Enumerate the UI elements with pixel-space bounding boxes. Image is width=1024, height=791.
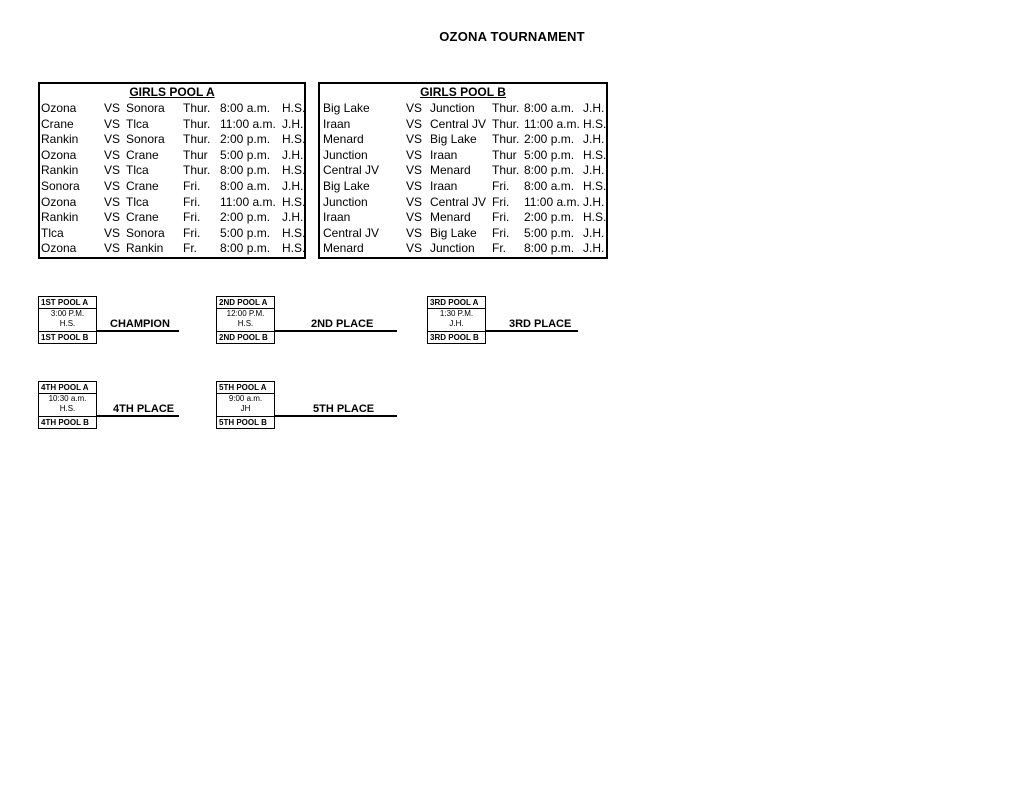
game-row (40, 179, 304, 195)
bracket-bottom-slot: 4TH POOL B (38, 416, 97, 429)
game-day: Thur. (492, 132, 520, 147)
game-team2: Tlca (126, 116, 149, 131)
game-time: 2:00 p.m. (220, 210, 271, 225)
game-day: Thur. (492, 101, 520, 115)
game-vs: VS (104, 210, 121, 225)
pool-a-table (38, 82, 306, 259)
game-time: 8:00 p.m. (524, 241, 575, 256)
game-day: Fr. (492, 241, 506, 256)
game-loc: H.S. (583, 178, 607, 193)
game-team1: Central JV (323, 163, 380, 178)
game-row (320, 117, 606, 133)
page-title: OZONA TOURNAMENT (439, 29, 585, 44)
game-vs: VS (406, 178, 423, 193)
game-row (40, 163, 304, 179)
game-time: 2:00 p.m. (524, 210, 575, 225)
game-team2: Menard (430, 210, 471, 225)
game-team2: Central JV (430, 194, 487, 209)
bracket-result-label: 5TH PLACE (313, 403, 375, 415)
bracket-time: 12:00 P.M. (226, 309, 265, 318)
bracket-bottom-slot: 3RD POOL B (427, 331, 486, 344)
game-time: 2:00 p.m. (524, 132, 575, 147)
pool-b-title: GIRLS POOL B (420, 85, 506, 99)
game-vs: VS (104, 194, 121, 209)
game-vs: VS (406, 194, 423, 209)
game-time: 5:00 p.m. (524, 147, 575, 162)
game-vs: VS (406, 210, 423, 225)
game-row (40, 117, 304, 133)
game-time: 8:00 p.m. (220, 163, 271, 178)
game-team1: Rankin (41, 210, 79, 225)
game-loc: J.H. (282, 210, 304, 225)
game-row (320, 241, 606, 257)
bracket-top-slot: 4TH POOL A (38, 381, 97, 394)
game-row (40, 148, 304, 164)
game-row (40, 101, 304, 117)
game-loc: J.H. (282, 116, 304, 131)
game-vs: VS (104, 241, 121, 256)
game-team2: Iraan (430, 178, 458, 193)
game-team1: Rankin (41, 132, 79, 147)
bracket-location: H.S. (59, 319, 76, 328)
game-vs: VS (406, 116, 423, 131)
game-row (320, 210, 606, 226)
bracket-game-info (38, 309, 97, 331)
game-day: Fri. (492, 225, 510, 240)
game-loc: H.S. (583, 116, 607, 131)
bracket-location: JH (240, 404, 251, 413)
game-vs: VS (406, 101, 423, 115)
game-time: 8:00 p.m. (220, 241, 271, 256)
game-loc: J.H. (583, 101, 605, 115)
bracket-top-slot: 3RD POOL A (427, 296, 486, 309)
game-team2: Sonora (126, 132, 165, 147)
bracket-time: 3:00 P.M. (50, 309, 85, 318)
bracket-game-info (38, 394, 97, 416)
game-team2: Junction (430, 241, 475, 256)
game-vs: VS (406, 132, 423, 147)
game-day: Fri. (183, 178, 201, 193)
game-row (320, 179, 606, 195)
game-loc: H.S. (282, 225, 306, 240)
game-loc: H.S. (282, 132, 306, 147)
game-loc: H.S. (282, 241, 306, 256)
game-loc: H.S. (282, 101, 306, 115)
game-day: Thur. (183, 101, 211, 115)
game-time: 8:00 a.m. (524, 101, 575, 115)
game-day: Thur. (183, 116, 211, 131)
bracket-result-label: CHAMPION (110, 318, 170, 330)
game-team2: Central JV (430, 116, 487, 131)
game-team1: Big Lake (323, 101, 370, 115)
game-row (320, 226, 606, 242)
bracket-line (275, 330, 397, 332)
bracket-result-label: 4TH PLACE (113, 403, 175, 415)
game-team1: Sonora (41, 178, 80, 193)
game-team2: Junction (430, 101, 475, 115)
game-time: 5:00 p.m. (220, 225, 271, 240)
game-time: 2:00 p.m. (220, 132, 271, 147)
game-loc: H.S. (583, 210, 607, 225)
game-team1: Junction (323, 147, 368, 162)
game-team2: Sonora (126, 101, 165, 115)
game-team2: Big Lake (430, 132, 477, 147)
game-vs: VS (406, 147, 423, 162)
game-vs: VS (406, 163, 423, 178)
game-day: Fri. (183, 210, 201, 225)
game-day: Fri. (492, 178, 510, 193)
game-team1: Big Lake (323, 178, 370, 193)
game-day: Fri. (492, 194, 510, 209)
game-day: Fri. (492, 210, 510, 225)
bracket-line (275, 415, 397, 417)
game-time: 11:00 a.m. (220, 194, 276, 209)
game-vs: VS (406, 241, 423, 256)
game-vs: VS (104, 225, 121, 240)
game-row (320, 148, 606, 164)
bracket-game-info (427, 309, 486, 331)
bracket-line (97, 415, 179, 417)
game-row (40, 241, 304, 257)
game-team1: Menard (323, 132, 364, 147)
game-row (320, 132, 606, 148)
game-vs: VS (104, 132, 121, 147)
game-time: 11:00 a.m. (524, 194, 580, 209)
bracket-location: H.S. (237, 319, 254, 328)
bracket-location: J.H. (449, 319, 464, 328)
game-row (40, 132, 304, 148)
game-team2: Sonora (126, 225, 165, 240)
bracket-location: H.S. (59, 404, 76, 413)
game-vs: VS (406, 225, 423, 240)
game-row (40, 195, 304, 211)
pool-b-table (318, 82, 608, 259)
game-day: Thur (183, 147, 208, 162)
game-day: Thur. (492, 116, 520, 131)
game-team1: Iraan (323, 210, 351, 225)
game-team1: Ozona (41, 147, 77, 162)
pool-a-rows (40, 101, 304, 257)
game-team2: Crane (126, 178, 159, 193)
bracket-top-slot: 2ND POOL A (216, 296, 275, 309)
game-team1: Ozona (41, 241, 77, 256)
game-team2: Iraan (430, 147, 458, 162)
game-team1: Ozona (41, 101, 77, 115)
game-team1: Junction (323, 194, 368, 209)
game-team2: Rankin (126, 241, 164, 256)
game-loc: H.S. (282, 163, 306, 178)
game-team2: Big Lake (430, 225, 477, 240)
bracket-time: 1:30 P.M. (439, 309, 474, 318)
game-vs: VS (104, 178, 121, 193)
bracket-game-info (216, 309, 275, 331)
bracket-line (486, 330, 578, 332)
game-loc: J.H. (282, 178, 304, 193)
game-loc: J.H. (583, 225, 605, 240)
game-loc: J.H. (583, 132, 605, 147)
bracket-bottom-slot: 5TH POOL B (216, 416, 275, 429)
game-team2: Crane (126, 210, 159, 225)
pool-b-rows (320, 101, 606, 257)
pool-a-title: GIRLS POOL A (129, 85, 215, 99)
game-team1: Crane (41, 116, 74, 131)
game-time: 5:00 p.m. (220, 147, 271, 162)
game-time: 8:00 a.m. (220, 101, 271, 115)
game-loc: H.S. (583, 147, 607, 162)
game-day: Fri. (183, 225, 201, 240)
game-team1: Iraan (323, 116, 351, 131)
bracket-time: 10:30 a.m. (48, 394, 87, 403)
game-day: Thur. (492, 163, 520, 178)
bracket-bottom-slot: 1ST POOL B (38, 331, 97, 344)
game-vs: VS (104, 163, 121, 178)
game-time: 11:00 a.m. (524, 116, 580, 131)
game-team1: Central JV (323, 225, 380, 240)
game-vs: VS (104, 147, 121, 162)
game-vs: VS (104, 101, 121, 115)
game-loc: J.H. (583, 194, 605, 209)
game-team2: Menard (430, 163, 471, 178)
game-time: 8:00 p.m. (524, 163, 575, 178)
game-day: Fri. (183, 194, 201, 209)
game-loc: J.H. (583, 163, 605, 178)
game-time: 8:00 a.m. (220, 178, 271, 193)
game-team2: Crane (126, 147, 159, 162)
game-time: 8:00 a.m. (524, 178, 575, 193)
bracket-time: 9:00 a.m. (228, 394, 263, 403)
game-loc: H.S. (282, 194, 306, 209)
game-loc: J.H. (282, 147, 304, 162)
game-day: Fr. (183, 241, 197, 256)
game-time: 5:00 p.m. (524, 225, 575, 240)
game-row (40, 226, 304, 242)
game-team2: Tlca (126, 194, 149, 209)
game-day: Thur (492, 147, 517, 162)
bracket-top-slot: 1ST POOL A (38, 296, 97, 309)
game-vs: VS (104, 116, 121, 131)
game-loc: J.H. (583, 241, 605, 256)
game-row (320, 101, 606, 117)
game-team1: Ozona (41, 194, 77, 209)
bracket-game-info (216, 394, 275, 416)
game-day: Thur. (183, 163, 211, 178)
game-team1: Tlca (41, 225, 64, 240)
bracket-top-slot: 5TH POOL A (216, 381, 275, 394)
bracket-result-label: 2ND PLACE (311, 318, 374, 330)
bracket-result-label: 3RD PLACE (509, 318, 572, 330)
game-row (320, 195, 606, 211)
game-time: 11:00 a.m. (220, 116, 276, 131)
game-team2: Tlca (126, 163, 149, 178)
game-team1: Rankin (41, 163, 79, 178)
game-row (320, 163, 606, 179)
game-day: Thur. (183, 132, 211, 147)
game-team1: Menard (323, 241, 364, 256)
bracket-bottom-slot: 2ND POOL B (216, 331, 275, 344)
game-row (40, 210, 304, 226)
bracket-line (97, 330, 179, 332)
